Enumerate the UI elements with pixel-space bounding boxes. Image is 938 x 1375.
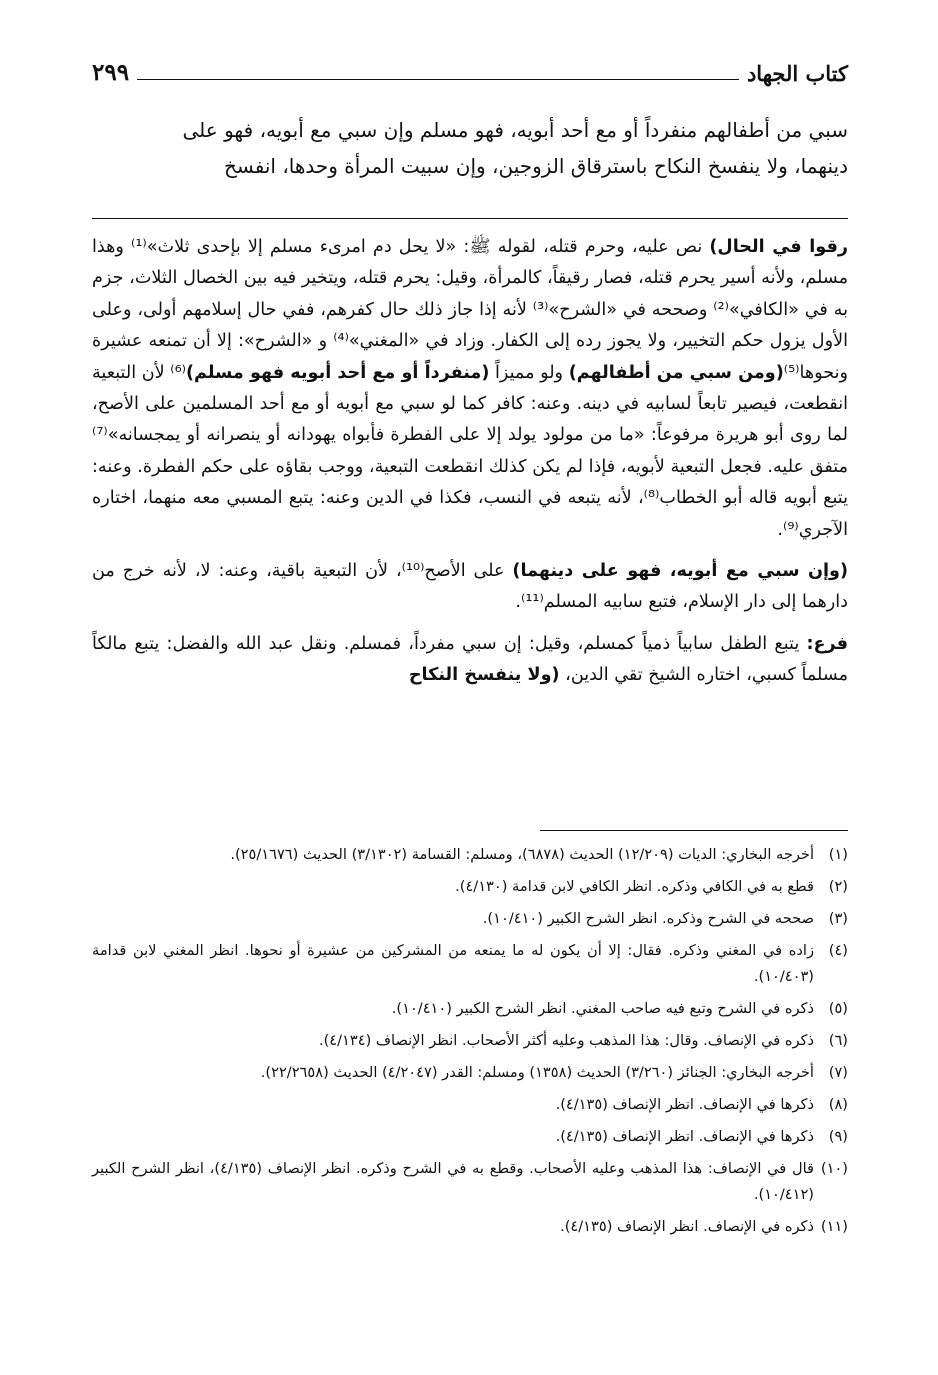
footnote [92,1124,848,1150]
footnote-divider [540,830,848,831]
header-rule [137,79,739,80]
commentary-span: على الأصح⁽¹⁰⁾، لأن التبعية باقية، وعنه: لا، لأنه خرج من دارهما إلى دار الإسلام، فتبع سابيه المسلم⁽¹¹⁾. [92,561,848,613]
page-number: ٢٩٩ [92,59,130,86]
footnote-text: أخرجه البخاري: الجنائز (٣/٢٦٠) الحديث (١٣٥٨) ومسلم: القدر (٤/٢٠٤٧) الحديث (٢٢/٢٦٥٨). [260,1064,814,1081]
commentary-span: يتبع الطفل سابياً ذمياً كمسلم، وقيل: إن سبي مفرداً، فمسلم. ونقل عبد الله والفضل: يتبع مالكاً مسلماً كسبي، اختاره الشيخ تقي الدين، [92,633,848,686]
footnote-number: (٥) [828,1000,848,1017]
footnote [92,842,848,868]
matn-text [92,112,848,184]
footnote-text: ذكرها في الإنصاف. انظر الإنصاف (٤/١٣٥). [555,1096,814,1113]
footnote [92,1092,848,1118]
matn-line-1: سبي من أطفالهم منفرداً أو مع أحد أبويه، فهو مسلم وإن سبي مع أبويه، فهو على [182,118,848,142]
matn-line-2: دينهما، ولا ينفسخ النكاح باسترقاق الزوجين، وإن سبيت المرأة وحدها، انفسخ [223,154,848,178]
book-title: كتاب الجهاد [746,61,848,86]
footnote-text: قال في الإنصاف: هذا المذهب وعليه الأصحاب. وقطع به في الشرح وذكره. انظر الإنصاف (٤/١٣٥)، انظر الشرح الكبير (١٠/٤١٢). [92,1160,814,1203]
footnote-number: (١) [828,846,848,863]
footnote-number: (١٠) [820,1160,848,1177]
commentary-paragraph-1 [92,232,848,546]
matn-quote: (منفرداً أو مع أحد أبويه فهو مسلم) [186,362,490,383]
footnote [92,1156,848,1208]
footnote [92,996,848,1022]
matn-quote: (وإن سبي مع أبويه، فهو على دينهما) [512,561,848,582]
footnote [92,1028,848,1054]
commentary-span: ⁽⁶⁾ لأن التبعية انقطعت، فيصير تابعاً لسابيه في دينه. وعنه: كافر كما لو سبي مع أبويه أو مع أحد المسلمين على الأصح، لما روى أبو هريرة مرفوعاً: «ما من مولود يولد إلا على الفطرة فأبواه يهودانه أو ينصرانه أو يمجسانه»⁽⁷⁾ متفق عليه. فجعل التبعية لأبويه، فإذا لم يكن كذلك انقطعت التبعية، ووجب بقاؤه على حكم الفطرة. وعنه: يتبع أبويه قاله أبو الخطاب⁽⁸⁾، لأنه يتبعه في النسب، فكذا في الدين وعنه: يتبع المسبي معه منهما، اختاره الآجري⁽⁹⁾. [92,362,848,540]
footnote-number: (١١) [820,1218,848,1235]
matn-quote: (ومن سبي من أطفالهم) [568,362,784,383]
footnote-text: زاده في المغني وذكره. فقال: إلا أن يكون له ما يمنعه من المشركين من عشيرة أو نحوها. انظر المغني لابن قدامة (١٠/٤٠٣). [92,942,814,985]
footnote-number: (٦) [828,1032,848,1049]
footnote-number: (٤) [828,942,848,959]
footnote-number: (٢) [828,878,848,895]
footnote-text: أخرجه البخاري: الديات (١٢/٢٠٩) الحديث (٦٨٧٨)، ومسلم: القسامة (٣/١٣٠٢) الحديث (٢٥/١٦٧٦). [230,846,814,863]
matn-quote: رقوا في الحال) [709,237,848,257]
footnote [92,1060,848,1086]
footnote-number: (٩) [828,1128,848,1145]
footnote-text: صححه في الشرح وذكره. انظر الشرح الكبير (١٠/٤١٠). [482,910,814,927]
footnote-number: (٨) [828,1096,848,1113]
branch-label: فرع: [806,633,848,654]
matn-line [92,112,848,148]
commentary-paragraph-3 [92,629,848,692]
matn-quote: (ولا ينفسخ النكاح [408,665,560,686]
footnotes [92,842,848,1246]
matn-divider [92,218,848,219]
footnote-text: قطع به في الكافي وذكره. انظر الكافي لابن قدامة (٤/١٣٠). [455,878,814,895]
footnote-number: (٧) [828,1064,848,1081]
footnote-number: (٣) [828,910,848,927]
footnote [92,874,848,900]
footnote-text: ذكره في الإنصاف. انظر الإنصاف (٤/١٣٥). [560,1218,814,1235]
footnote-text: ذكرها في الإنصاف. انظر الإنصاف (٤/١٣٥). [555,1128,814,1145]
footnote [92,1214,848,1240]
matn-line [92,148,848,184]
running-header [92,52,848,86]
footnote-text: ذكره في الإنصاف. وقال: هذا المذهب وعليه أكثر الأصحاب. انظر الإنصاف (٤/١٣٤). [318,1032,814,1049]
commentary-paragraph-2 [92,556,848,619]
footnote [92,938,848,990]
commentary-span: نص عليه، وحرم قتله، لقوله ﷺ: «لا يحل دم امرىء مسلم إلا بإحدى ثلاث»⁽¹⁾ وهذا مسلم، ولأنه أسير يحرم قتله، فصار رقيقاً، كالمرأة، وقيل: يحرم قتله، ويتخير فيه بين الخصال الثلاث، جزم به في «الكافي»⁽²⁾ وصححه في «الشرح»⁽³⁾ لأنه إذا جاز ذلك حال كفرهم، ففي حال إسلامهم أولى، وعلى الأول يزول حكم التخيير، ولا يجوز رده إلى الكفار. وزاد في «المغني»⁽⁴⁾ و «الشرح»: إلا أن تمنعه عشيرة ونحوها⁽⁵⁾ [92,237,849,383]
commentary-span: ولو مميزاً [489,362,569,383]
commentary-text [92,232,848,702]
footnote [92,906,848,932]
footnote-text: ذكره في الشرح وتبع فيه صاحب المغني. انظر الشرح الكبير (١٠/٤١٠). [391,1000,814,1017]
